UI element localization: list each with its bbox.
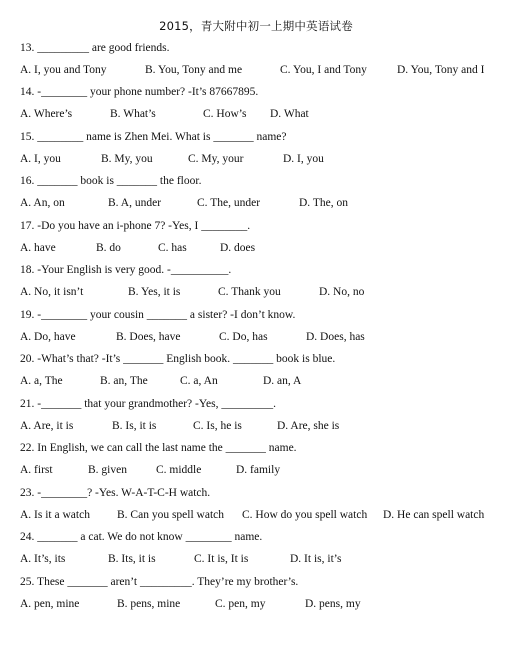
answer-option: A. first	[20, 464, 53, 476]
answer-option: C. pen, my	[215, 598, 266, 610]
question-stem: 15. ________ name is Zhen Mei. What is _______ name?	[20, 131, 287, 143]
question-stem: 20. -What’s that? -It’s _______ English book. _______ book is blue.	[20, 353, 336, 365]
question-stem: 23. -________? -Yes. W-A-T-C-H watch.	[20, 487, 211, 499]
exam-title: 2015，青大附中初一上期中英语试卷	[159, 19, 353, 33]
answer-option: D. pens, my	[305, 598, 361, 610]
question-stem: 21. -_______ that your grandmother? -Yes, _________.	[20, 398, 276, 410]
question-stem: 17. -Do you have an i-phone 7? -Yes, I ________.	[20, 220, 251, 232]
answer-option: A. have	[20, 242, 56, 254]
answer-option: C. The, under	[197, 197, 261, 209]
answer-option: A. pen, mine	[20, 598, 80, 610]
answer-option: B. A, under	[108, 197, 162, 209]
answer-option: A. No, it isn’t	[20, 286, 84, 298]
answer-option: D. Does, has	[306, 331, 365, 343]
answer-option: C. a, An	[180, 375, 218, 387]
question-stem: 25. These _______ aren’t _________. They’re my brother’s.	[20, 576, 299, 588]
answer-option: D. You, Tony and I	[397, 64, 485, 76]
answer-option: B. Yes, it is	[128, 286, 181, 298]
answer-option: D. I, you	[283, 153, 324, 165]
answer-option: A. Are, it is	[20, 420, 74, 432]
answer-option: D. The, on	[299, 197, 348, 209]
answer-option: B. Does, have	[116, 331, 181, 343]
answer-option: B. given	[88, 464, 127, 476]
answer-option: B. do	[96, 242, 121, 254]
answer-option: C. middle	[156, 464, 202, 476]
answer-option: B. My, you	[101, 153, 153, 165]
question-stem: 24. _______ a cat. We do not know ________ name.	[20, 531, 263, 543]
answer-option: A. It’s, its	[20, 553, 66, 565]
question-stem: 22. In English, we can call the last name the _______ name.	[20, 442, 297, 454]
answer-option: C. Is, he is	[193, 420, 242, 432]
answer-option: C. How’s	[203, 108, 247, 120]
question-stem: 14. -________ your phone number? -It’s 87667895.	[20, 86, 259, 98]
answer-option: D. It is, it’s	[290, 553, 342, 565]
answer-option: D. What	[270, 108, 309, 120]
answer-option: B. Can you spell watch	[117, 509, 224, 521]
answer-option: A. Is it a watch	[20, 509, 90, 521]
answer-option: B. Its, it is	[108, 553, 156, 565]
answer-option: C. How do you spell watch	[242, 509, 368, 521]
question-stem: 16. _______ book is _______ the floor.	[20, 175, 202, 187]
answer-option: D. Are, she is	[277, 420, 340, 432]
question-stem: 18. -Your English is very good. -__________.	[20, 264, 232, 276]
answer-option: D. No, no	[319, 286, 365, 298]
answer-option: A. Where’s	[20, 108, 73, 120]
answer-option: A. Do, have	[20, 331, 76, 343]
answer-option: D. family	[236, 464, 281, 476]
answer-option: A. I, you	[20, 153, 61, 165]
answer-option: C. It is, It is	[194, 553, 249, 565]
answer-option: B. Is, it is	[112, 420, 157, 432]
answer-option: D. He can spell watch	[383, 509, 485, 521]
answer-option: B. You, Tony and me	[145, 64, 243, 76]
answer-option: D. does	[220, 242, 256, 254]
answer-option: D. an, A	[263, 375, 302, 387]
answer-option: C. You, I and Tony	[280, 64, 367, 76]
answer-option: A. An, on	[20, 197, 65, 209]
answer-option: C. Do, has	[219, 331, 268, 343]
answer-option: A. I, you and Tony	[20, 64, 107, 76]
answer-option: B. What’s	[110, 108, 156, 120]
answer-option: B. pens, mine	[117, 598, 181, 610]
answer-option: A. a, The	[20, 375, 63, 387]
answer-option: B. an, The	[100, 375, 148, 387]
question-stem: 13. _________ are good friends.	[20, 42, 170, 54]
question-stem: 19. -________ your cousin _______ a sister? -I don’t know.	[20, 309, 296, 321]
answer-option: C. has	[158, 242, 187, 254]
answer-option: C. Thank you	[218, 286, 281, 298]
answer-option: C. My, your	[188, 153, 244, 165]
